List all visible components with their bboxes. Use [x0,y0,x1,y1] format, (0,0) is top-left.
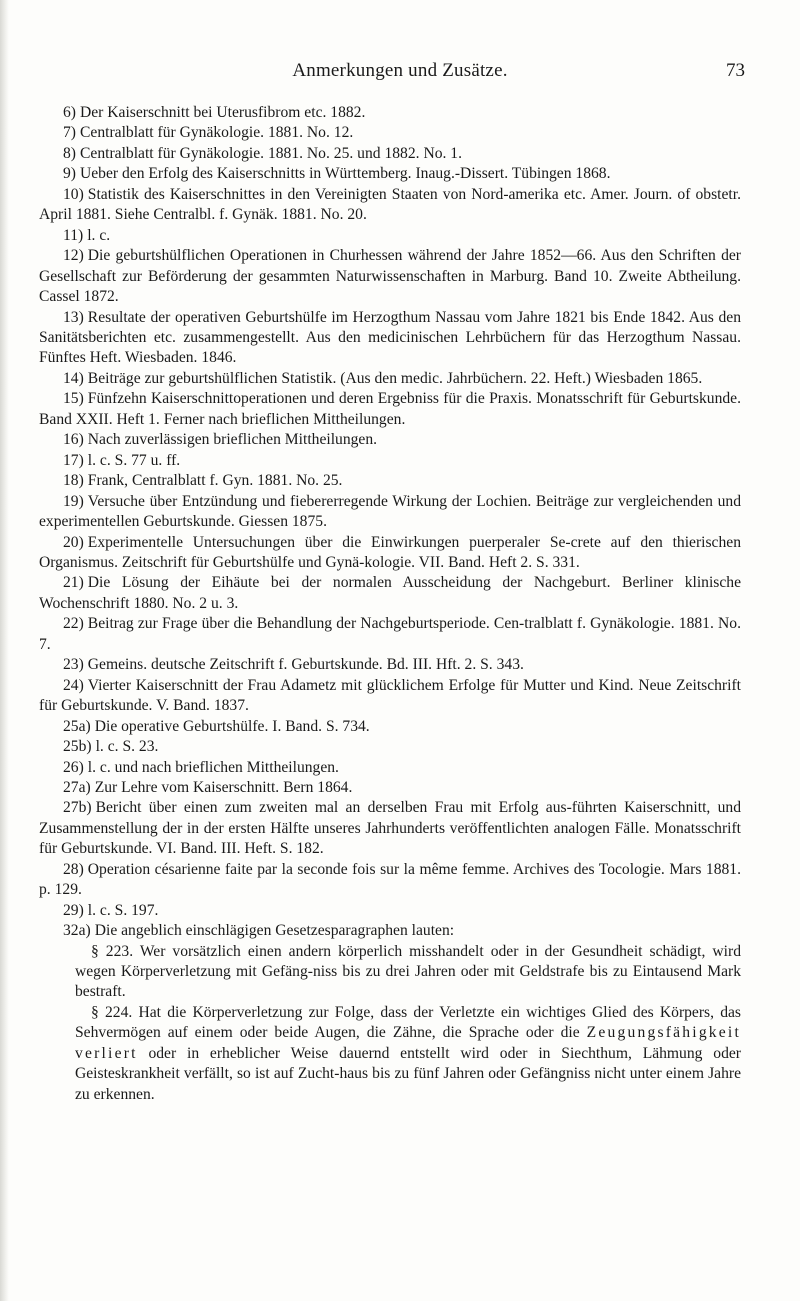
note-item [39,308,741,369]
note-item [39,778,741,798]
note-text: Die geburtshülflichen Operationen in Churhessen während der Jahre 1852—66. Aus den Schriften der Gesellschaft zur Beförderung der gesammten Naturwissenschaften in Marburg. Band 10. Zweite Abtheilung. Cassel 1872. [39,247,741,306]
note-item [39,655,741,675]
note-text: l. c. und nach brieflichen Mittheilungen. [87,758,339,776]
note-number: 23) [63,656,84,674]
note-item [39,573,741,614]
note-number: 26) [63,758,84,776]
note-number: 16) [63,431,84,449]
note-number: 24) [63,676,84,694]
note-number: 22) [63,615,84,633]
note-number: 21) [63,574,84,592]
law-paragraph-223: § 223. Wer vorsätzlich einen andern körperlich misshandelt oder in der Gesundheit schädigt, wird wegen Körperverletzung mit Gefäng-niss bis zu drei Jahren oder mit Geldstrafe bis zu Eintausend Mark bestraft. [75,942,741,1001]
note-text: Beiträge zur geburtshülflichen Statistik. (Aus den medic. Jahrbüchern. 22. Heft.) Wiesbaden 1865. [87,369,703,387]
note-number: 18) [63,472,84,490]
note-item [39,471,741,491]
note-text: l. c. S. 23. [95,738,159,756]
note-item [39,185,741,226]
note-item [39,451,741,471]
note-number: 19) [63,492,84,510]
note-text: Zur Lehre vom Kaiserschnitt. Bern 1864. [94,778,353,796]
note-number: 7) [63,124,76,142]
note-item [39,246,741,307]
note-text: Centralblatt für Gynäkologie. 1881. No. 25. und 1882. No. 1. [80,144,462,162]
note-text: Experimentelle Untersuchungen über die Einwirkungen puerperaler Se-crete auf den thierischen Organismus. Zeitschrift für Geburtshülfe und Gynä-kologie. VII. Band. Heft 2. S. 331. [39,533,741,571]
note-text: Vierter Kaiserschnitt der Frau Adametz mit glücklichem Erfolge für Mutter und Kind. Neue Zeitschrift für Geburtskunde. V. Band. 1837. [39,676,741,715]
note-item [39,901,741,921]
note-text: Fünfzehn Kaiserschnittoperationen und deren Ergebniss für die Praxis. Monatsschrift für Geburtskunde. Band XXII. Heft 1. Ferner nach brieflichen Mittheilungen. [39,390,741,428]
note-number: 15) [63,390,84,408]
note-number: 8) [63,144,76,162]
note-text: l. c. S. 77 u. ff. [87,451,181,469]
law-paragraph-224 [39,1003,741,1105]
note-text: l. c. [87,226,111,244]
note-item [39,860,741,901]
note-text: Beitrag zur Frage über die Behandlung der Nachgeburtsperiode. Cen-tralblatt f. Gynäkologie. 1881. No. 7. [39,615,741,653]
note-item [39,798,741,859]
note-item [39,103,741,123]
note-item [39,123,741,143]
note-number: 28) [63,860,84,878]
note-number: 9) [63,165,76,183]
law-emphasis: Zeugungsfähigkeit [586,1024,741,1042]
note-text: Operation césarienne faite par la seconde fois sur la même femme. Archives des Tocologie. Mars 1881. p. 129. [39,860,741,899]
law-text: oder in erheblicher Weise dauernd entstellt wird oder in Siechthum, Lähmung oder Geisteskrankheit verfällt, so ist auf Zucht-haus bis zu fünf Jahren oder Gefängniss nicht unter einem Jahre zu erkennen. [75,1044,741,1103]
note-number: 27a) [63,778,91,796]
note-item [39,737,741,757]
note-item [39,921,741,941]
note-text: Versuche über Entzündung und fiebererregende Wirkung der Lochien. Beiträge zur vergleichenden und experimentellen Geburtskunde. Giessen 1875. [39,492,741,531]
note-item [39,144,741,164]
note-text: Ueber den Erfolg des Kaiserschnitts in Württemberg. Inaug.-Dissert. Tübingen 1868. [80,165,611,183]
note-item [39,226,741,246]
note-number: 25a) [63,717,91,735]
note-text: Resultate der operativen Geburtshülfe im Herzogthum Nassau vom Jahre 1821 bis Ende 1842. Aus den Sanitätsberichten etc. zusammengestellt. Aus den medicinischen Lehrbüchern für das Herzogthum Nassau. Fünftes Heft. Wiesbaden. 1846. [39,308,741,367]
running-title: Anmerkungen und Zusätze. [292,60,508,81]
notes-list [39,103,741,1105]
note-text: Gemeins. deutsche Zeitschrift f. Geburtskunde. Bd. III. Hft. 2. S. 343. [87,656,524,674]
note-number: 20) [63,533,84,551]
law-emphasis: verliert [75,1044,138,1062]
note-number: 27b) [63,799,92,817]
note-item [39,369,741,389]
note-number: 29) [63,901,84,919]
note-text: Der Kaiserschnitt bei Uterusfibrom etc. 1882. [80,104,366,121]
law-text: § 224. Hat die Körperverletzung zur Folge, dass der Verletzte ein wichtiges Glied des Körpers, das Sehvermögen auf einem oder beide Augen, die Zähne, die Sprache oder die [75,1003,741,1042]
page-edge-shadow [0,0,9,1301]
note-number: 25b) [63,738,92,756]
note-text: Nach zuverlässigen brieflichen Mittheilungen. [87,431,378,449]
note-text: Centralblatt für Gynäkologie. 1881. No. 12. [80,124,354,142]
note-item [39,758,741,778]
note-text: Die angeblich einschlägigen Gesetzesparagraphen lauten: [94,922,455,940]
page-header [0,60,800,88]
note-item [39,533,741,574]
note-item [39,430,741,450]
note-item [39,389,741,430]
note-number: 10) [63,185,84,203]
note-number: 11) [63,226,84,244]
note-number: 12) [63,247,84,265]
note-text: Bericht über einen zum zweiten mal an derselben Frau mit Erfolg aus-führten Kaiserschnitt, und Zusammenstellung der in der ersten Hälfte unseres Jahrhunderts veröffentlichten analogen Fälle. Monatsschrift für Geburtskunde. VI. Band. III. Heft. S. 182. [39,799,741,858]
note-item [39,492,741,533]
note-text: Die operative Geburtshülfe. I. Band. S. 734. [94,717,370,735]
note-text: Die Lösung der Eihäute bei der normalen Ausscheidung der Nachgeburt. Berliner klinische Wochenschrift 1880. No. 2 u. 3. [39,574,741,612]
note-text: Frank, Centralblatt f. Gyn. 1881. No. 25. [87,472,343,490]
note-item [39,614,741,655]
note-number: 13) [63,308,84,326]
note-text: Statistik des Kaiserschnittes in den Vereinigten Staaten von Nord-amerika etc. Amer. Journ. of obstetr. April 1881. Siehe Centralbl. f. Gynäk. 1881. No. 20. [39,185,741,224]
note-text: l. c. S. 197. [87,901,159,919]
note-number: 6) [63,104,76,121]
note-number: 17) [63,451,84,469]
note-item [39,676,741,717]
note-item [39,164,741,184]
note-number: 14) [63,369,84,387]
page-number: 73 [726,60,745,81]
note-number: 32a) [63,922,91,940]
note-item [39,717,741,737]
